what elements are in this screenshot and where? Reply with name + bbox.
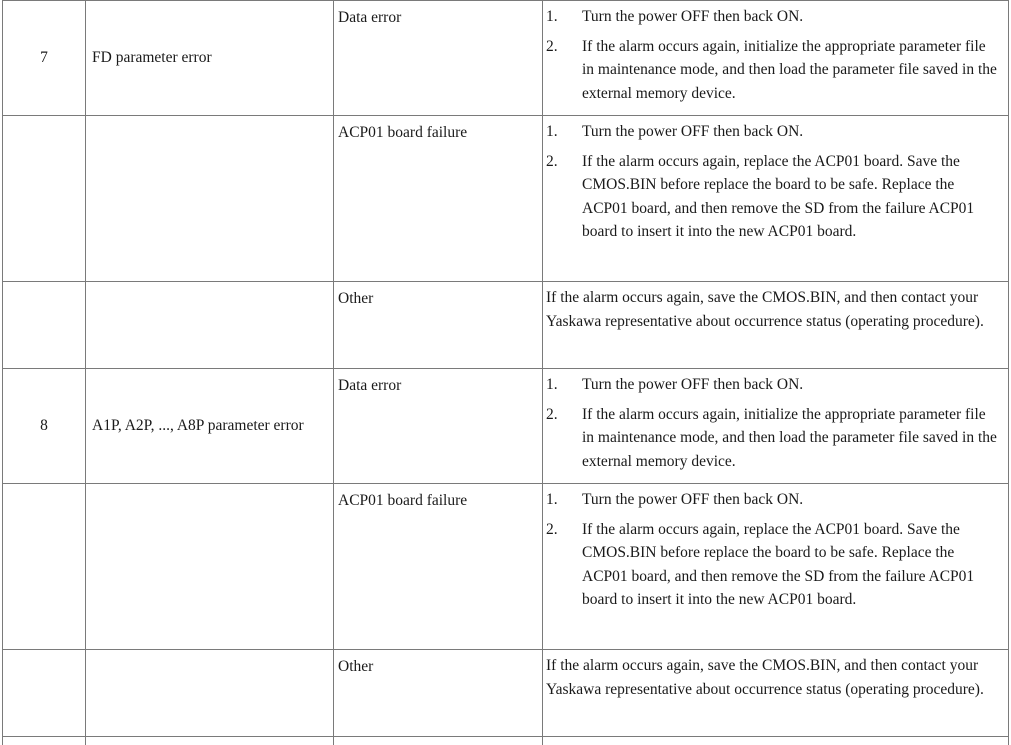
- step-number: 1.: [546, 488, 582, 512]
- empty-cell: [3, 737, 86, 745]
- step-list: [546, 120, 1000, 244]
- alarm-cause: Data error: [334, 369, 543, 484]
- alarm-action: [543, 484, 1009, 650]
- step-item: [546, 150, 1000, 244]
- empty-cell: [3, 650, 86, 737]
- step-text: If the alarm occurs again, replace the ACP01 board. Save the CMOS.BIN before replace the board to be safe. Replace the ACP01 board, and then remove the SD from the failure ACP01 board to insert it into the new ACP01 board.: [582, 518, 1000, 612]
- table-row: [3, 282, 1009, 369]
- step-item: [546, 488, 1000, 512]
- empty-cell: [334, 737, 543, 745]
- empty-cell: [86, 737, 334, 745]
- step-item: [546, 120, 1000, 144]
- alarm-name: A1P, A2P, ..., A8P parameter error: [86, 369, 334, 484]
- step-text: Turn the power OFF then back ON.: [582, 373, 1000, 397]
- step-item: [546, 5, 1000, 29]
- alarm-number: 8: [3, 369, 86, 484]
- alarm-action: [543, 282, 1009, 369]
- action-text: If the alarm occurs again, save the CMOS.BIN, and then contact your Yaskawa representative about occurrence status (operating procedure).: [546, 654, 1000, 701]
- step-number: 2.: [546, 35, 582, 106]
- step-number: 2.: [546, 150, 582, 244]
- step-number: 2.: [546, 403, 582, 474]
- step-item: [546, 35, 1000, 106]
- step-number: 2.: [546, 518, 582, 612]
- action-text: If the alarm occurs again, save the CMOS.BIN, and then contact your Yaskawa representative about occurrence status (operating procedure).: [546, 286, 1000, 333]
- alarm-action: [543, 116, 1009, 282]
- step-text: Turn the power OFF then back ON.: [582, 488, 1000, 512]
- table-row-partial: [3, 737, 1009, 745]
- alarm-cause: ACP01 board failure: [334, 484, 543, 650]
- alarm-action: [543, 1, 1009, 116]
- step-list: [546, 373, 1000, 473]
- empty-cell: [3, 282, 86, 369]
- table-row: [3, 484, 1009, 650]
- step-number: 1.: [546, 373, 582, 397]
- step-number: 1.: [546, 120, 582, 144]
- empty-cell: [543, 737, 1009, 745]
- empty-cell: [86, 282, 334, 369]
- step-number: 1.: [546, 5, 582, 29]
- alarm-name: FD parameter error: [86, 1, 334, 116]
- alarm-cause: Data error: [334, 1, 543, 116]
- empty-cell: [3, 484, 86, 650]
- alarm-number: 7: [3, 1, 86, 116]
- alarm-action: [543, 369, 1009, 484]
- step-item: [546, 518, 1000, 612]
- step-item: [546, 403, 1000, 474]
- empty-cell: [86, 484, 334, 650]
- table-row: [3, 116, 1009, 282]
- step-list: [546, 5, 1000, 105]
- step-list: [546, 488, 1000, 612]
- table-row: [3, 650, 1009, 737]
- alarm-cause: Other: [334, 282, 543, 369]
- alarm-cause: Other: [334, 650, 543, 737]
- step-text: Turn the power OFF then back ON.: [582, 120, 1000, 144]
- step-text: If the alarm occurs again, initialize the appropriate parameter file in maintenance mode, and then load the parameter file saved in the external memory device.: [582, 403, 1000, 474]
- alarm-cause: ACP01 board failure: [334, 116, 543, 282]
- empty-cell: [86, 116, 334, 282]
- step-item: [546, 373, 1000, 397]
- step-text: If the alarm occurs again, initialize the appropriate parameter file in maintenance mode, and then load the parameter file saved in the external memory device.: [582, 35, 1000, 106]
- empty-cell: [3, 116, 86, 282]
- step-text: If the alarm occurs again, replace the ACP01 board. Save the CMOS.BIN before replace the board to be safe. Replace the ACP01 board, and then remove the SD from the failure ACP01 board to insert it into the new ACP01 board.: [582, 150, 1000, 244]
- alarm-table: [2, 0, 1009, 745]
- step-text: Turn the power OFF then back ON.: [582, 5, 1000, 29]
- table-row: [3, 1, 1009, 116]
- empty-cell: [86, 650, 334, 737]
- alarm-action: [543, 650, 1009, 737]
- table-row: [3, 369, 1009, 484]
